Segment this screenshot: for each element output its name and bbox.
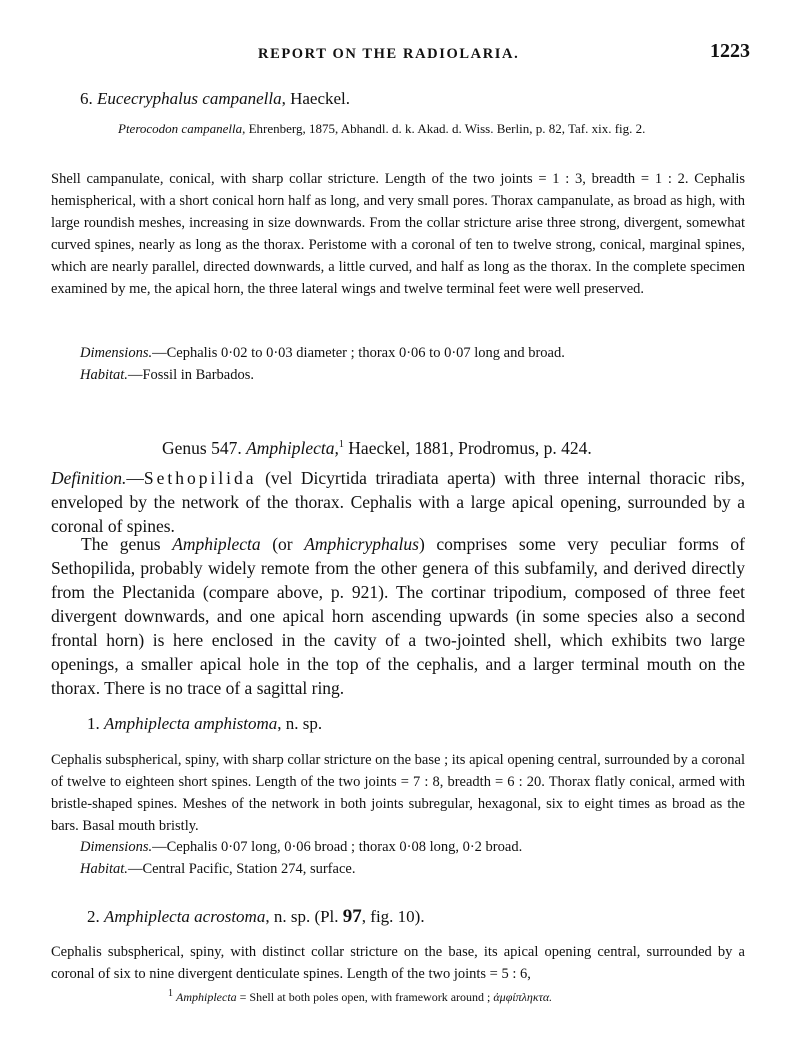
figure-ref: , fig. 10). xyxy=(361,907,425,926)
habitat-label: Habitat. xyxy=(80,861,128,877)
genus-definition: Definition.—Sethopilida (vel Dicyrtida triradiata aperta) with three internal thoracic ribs, enveloped by the network of the thorax. Cephalis with a large apical opening, surrounded by a coronal of spines. xyxy=(51,468,745,536)
species-author: , Haeckel. xyxy=(281,89,351,108)
species-name: Amphiplecta acrostoma xyxy=(104,907,266,926)
genus-name: Amphiplecta, xyxy=(246,438,339,458)
species-6-heading xyxy=(80,89,350,109)
species-number: 1. xyxy=(87,714,100,733)
synonym-name: Pterocodon campanella xyxy=(118,121,243,136)
species-1-description: Cephalis subspherical, spiny, with sharp collar stricture on the base ; its apical opening central, surrounded by a coronal of twelve to eighteen short spines. Length of the two joints = 7 : 8, breadth = 6 : 20. Thorax flatly conical, armed with bristle-shaped spines. Meshes of the network in both joints subregular, hexagonal, six to eight times as broad as the bars. Basal mouth bristly. xyxy=(51,752,745,834)
footnote xyxy=(168,988,552,1005)
species-number: 2. xyxy=(87,907,100,926)
species-2-description: Cephalis subspherical, spiny, with distinct collar stricture on the base, its apical opening central, surrounded by a coronal of six to nine divergent denticulate spines. Length of the two joints = 5 : 6, xyxy=(51,944,745,982)
habitat-value: —Central Pacific, Station 274, surface. xyxy=(127,861,356,877)
footnote-mark: 1 xyxy=(168,988,173,999)
footnote-greek: ἀμφίπληκτα. xyxy=(493,990,553,1004)
species-2-heading xyxy=(87,906,425,928)
definition-label: Definition. xyxy=(51,468,127,488)
species-6-synonymy xyxy=(118,119,748,139)
species-author: , n. sp. (Pl. xyxy=(265,907,343,926)
dimensions-label: Dimensions. xyxy=(80,345,153,361)
species-6-dimensions xyxy=(80,342,760,364)
running-header xyxy=(0,38,800,68)
synonym-reference: , Ehrenberg, 1875, Abhandl. d. k. Akad. d. Wiss. Berlin, p. 82, Taf. xix. fig. 2. xyxy=(242,121,646,136)
species-author: , n. sp. xyxy=(277,714,323,733)
species-name: Amphiplecta amphistoma xyxy=(104,714,278,733)
genus-reference: Haeckel, 1881, Prodromus, p. 424. xyxy=(343,438,592,458)
dimensions-value: —Cephalis 0·07 long, 0·06 broad ; thorax 0·08 long, 0·2 broad. xyxy=(152,839,523,855)
species-1-habitat xyxy=(80,858,760,880)
dimensions-value: —Cephalis 0·02 to 0·03 diameter ; thorax 0·06 to 0·07 long and broad. xyxy=(152,345,565,361)
running-title: REPORT ON THE RADIOLARIA. xyxy=(258,46,520,62)
genus-heading: Genus 547. Amphiplecta,$^1$ Haeckel, 1881, Prodromus, p. 424. xyxy=(162,438,592,458)
genus-discussion: The genus Amphiplecta (or Amphicryphalus) comprises some very peculiar forms of Sethopilida, probably widely remote from the other genera of this subfamily, and derived directly from the Plectanida (compare above, p. 921). The cortinar tripodium, composed of three feet divergent downwards, and one apical horn ascending upwards (in some species also a second frontal horn) is here enclosed in the cavity of a two-jointed shell, which exhibits two large openings, a smaller apical hole in the top of the cephalis, and a larger terminal mouth on the thorax. There is no trace of a sagittal ring. xyxy=(51,534,745,698)
definition-text: (vel Dicyrtida triradiata aperta) with three internal thoracic ribs, enveloped by the network of the thorax. Cephalis with a large apical opening, surrounded by a coronal of spines. xyxy=(51,468,745,536)
plate-number: 97 xyxy=(342,906,362,927)
habitat-label: Habitat. xyxy=(80,367,128,383)
species-6-description: Shell campanulate, conical, with sharp collar stricture. Length of the two joints = 1 : 3, breadth = 1 : 2. Cephalis hemispherical, with a short conical horn half as long, and very small pores. Thorax campanulate, as broad as high, with large roundish meshes, increasing in size downwards. From the collar stricture arise three strong, divergent, somewhat curved spines, nearly as long as the thorax. Peristome with a coronal of ten to twelve strong, conical, marginal spines, which are nearly parallel, directed downwards, a little curved, and half as long as the thorax. In the complete specimen examined by me, the apical horn, the three lateral wings and twelve terminal feet were well preserved. xyxy=(51,171,745,297)
species-1-heading xyxy=(87,714,322,734)
species-1-dimensions xyxy=(80,836,760,858)
footnote-ref: 1 xyxy=(338,439,344,451)
page-number: 1223 xyxy=(710,40,750,62)
footnote-term: Amphiplecta xyxy=(176,990,237,1004)
definition-group: Sethopilida xyxy=(143,468,257,488)
dimensions-label: Dimensions. xyxy=(80,839,153,855)
species-name: Eucecryphalus campanella xyxy=(97,89,282,108)
habitat-value: —Fossil in Barbados. xyxy=(127,367,255,383)
species-number: 6. xyxy=(80,89,93,108)
species-6-habitat xyxy=(80,364,760,386)
footnote-text: = Shell at both poles open, with framework around ; xyxy=(236,990,494,1004)
